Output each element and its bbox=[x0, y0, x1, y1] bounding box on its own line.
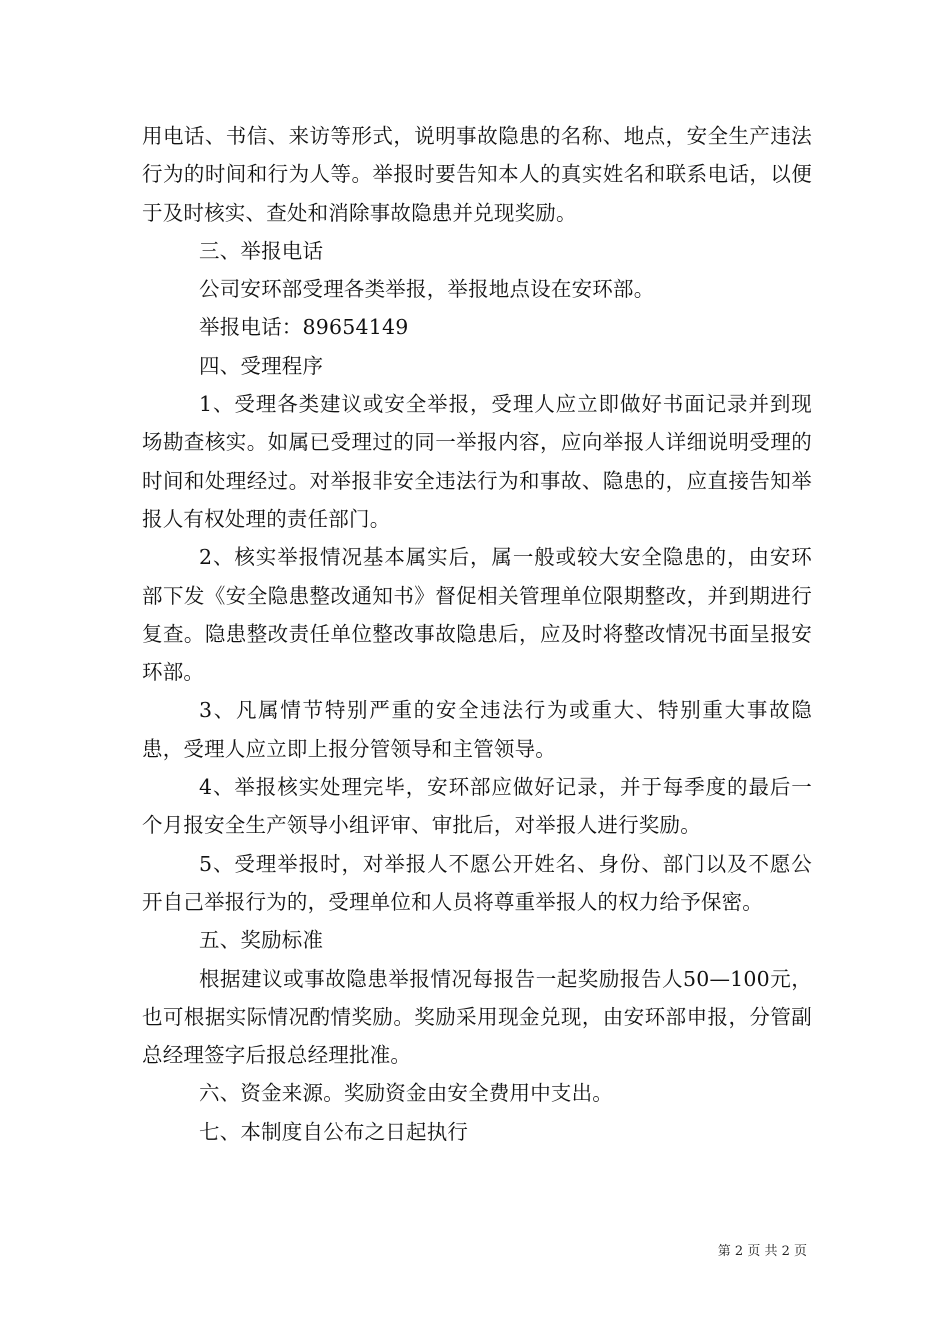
procedure-item-4: 4、举报核实处理完毕，安环部应做好记录，并于每季度的最后一个月报安全生产领导小组评审、审批后，对举报人进行奖励。 bbox=[142, 775, 812, 838]
procedure-item-5: 5、受理举报时，对举报人不愿公开姓名、身份、部门以及不愿公开自己举报行为的，受理单位和人员将尊重举报人的权力给予保密。 bbox=[142, 851, 812, 914]
procedure-item-1: 1、受理各类建议或安全举报，受理人应立即做好书面记录并到现场勘查核实。如属已受理过的同一举报内容，应向举报人详细说明受理的时间和处理经过。对举报非安全违法行为和事故、隐患的，应直接告知举报人有权处理的责任部门。 bbox=[142, 392, 812, 531]
paragraph-reward-standard: 根据建议或事故隐患举报情况每报告一起奖励报告人50—100元，也可根据实际情况酌情奖励。奖励采用现金兑现，由安环部申报，分管副总经理签字后报总经理批准。 bbox=[142, 966, 812, 1068]
paragraph-contact-methods: 用电话、书信、来访等形式，说明事故隐患的名称、地点，安全生产违法行为的时间和行为人等。举报时要告知本人的真实姓名和联系电话，以便于及时核实、查处和消除事故隐患并兑现奖励。 bbox=[142, 124, 812, 225]
paragraph-report-phone-number: 举报电话：89654149 bbox=[199, 315, 409, 340]
paragraph-report-location: 公司安环部受理各类举报，举报地点设在安环部。 bbox=[199, 277, 655, 302]
paragraph-funding-source: 六、资金来源。奖励资金由安全费用中支出。 bbox=[199, 1081, 613, 1106]
heading-reward-standard: 五、奖励标准 bbox=[199, 928, 324, 953]
procedure-item-2: 2、核实举报情况基本属实后，属一般或较大安全隐患的，由安环部下发《安全隐患整改通知书》督促相关管理单位限期整改，并到期进行复查。隐患整改责任单位整改事故隐患后，应及时将整改情况书面呈报安环部。 bbox=[142, 545, 812, 685]
heading-report-phone: 三、举报电话 bbox=[199, 238, 324, 263]
page-footer: 第 2 页 共 2 页 bbox=[717, 1244, 807, 1259]
paragraph-effective-date: 七、本制度自公布之日起执行 bbox=[199, 1119, 469, 1144]
document-body bbox=[142, 117, 812, 1151]
heading-procedure: 四、受理程序 bbox=[199, 353, 324, 378]
procedure-item-3: 3、凡属情节特别严重的安全违法行为或重大、特别重大事故隐患，受理人应立即上报分管领导和主管领导。 bbox=[142, 698, 812, 761]
